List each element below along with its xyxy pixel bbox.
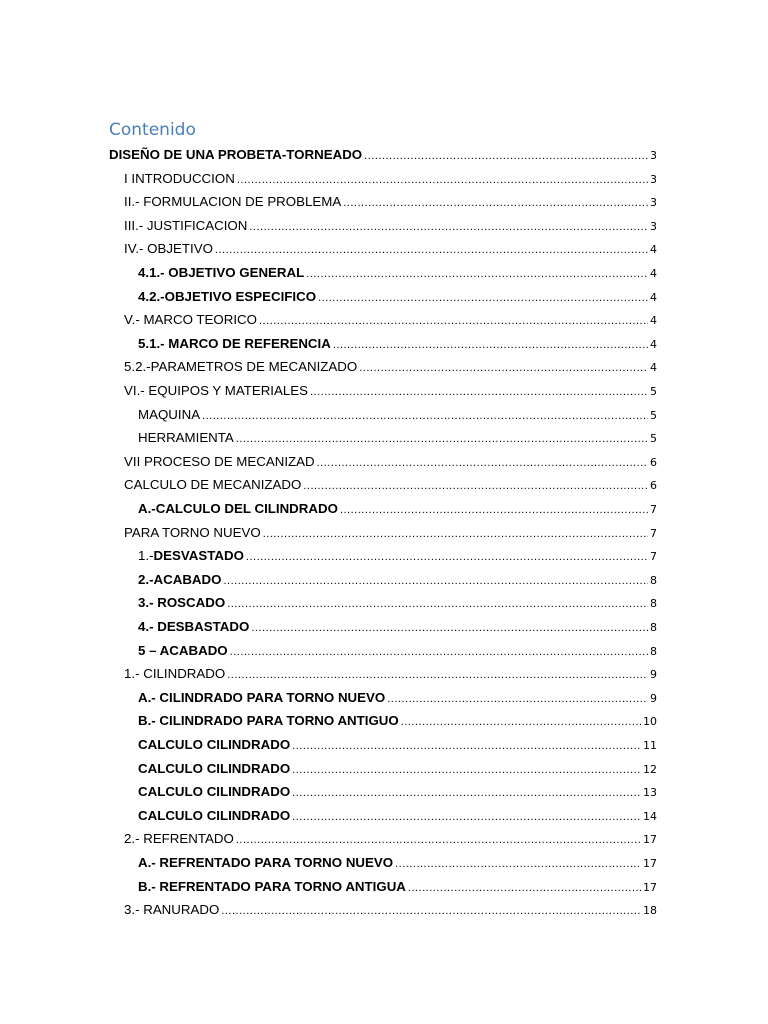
toc-dot-leader — [236, 432, 648, 446]
toc-entry-label-text: 5.2.-PARAMETROS DE MECANIZADO — [124, 359, 358, 375]
toc-entry-page-number: 4 — [650, 314, 657, 328]
toc-dot-leader — [317, 456, 648, 470]
toc-entry-label — [124, 525, 261, 541]
toc-entry[interactable] — [124, 827, 657, 847]
toc-entry-page-number: 4 — [650, 361, 657, 375]
toc-entry-page-number: 17 — [643, 880, 657, 894]
toc-entry[interactable] — [138, 261, 657, 281]
toc-entry-label — [138, 595, 225, 611]
toc-entry-label — [124, 383, 308, 399]
toc-dot-leader — [237, 173, 648, 187]
toc-entry-label — [124, 359, 357, 375]
toc-entry-page-number: 4 — [650, 337, 657, 351]
toc-dot-leader — [292, 763, 641, 777]
toc-entry[interactable] — [124, 450, 657, 470]
toc-entry-label-text: VI.- EQUIPOS Y MATERIALES — [124, 383, 308, 398]
toc-entry[interactable] — [124, 237, 657, 257]
toc-entry[interactable] — [124, 379, 657, 399]
toc-dot-leader — [221, 904, 641, 918]
toc-entry-page-number: 3 — [650, 219, 657, 233]
toc-entry-label — [138, 855, 393, 871]
toc-entry-label — [138, 407, 200, 423]
toc-dot-leader — [401, 715, 641, 729]
toc-entry-page-number: 5 — [650, 408, 657, 422]
toc-entry-label — [138, 643, 228, 659]
toc-dot-leader — [215, 243, 648, 257]
toc-entry-label — [138, 808, 290, 824]
toc-entry-page-number: 8 — [650, 644, 657, 658]
toc-entry-page-number: 4 — [650, 290, 657, 304]
toc-dot-leader — [318, 291, 648, 305]
toc-dot-leader — [340, 503, 648, 517]
toc-entry-label-text: PARA TORNO NUEVO — [124, 524, 261, 540]
toc-entry[interactable] — [138, 851, 657, 871]
toc-dot-leader — [364, 149, 648, 163]
toc-dot-leader — [292, 739, 641, 753]
toc-entry[interactable] — [124, 308, 657, 328]
toc-dot-leader — [202, 409, 648, 423]
toc-dot-leader — [343, 196, 648, 210]
toc-entry-page-number: 18 — [643, 904, 657, 918]
toc-entry[interactable] — [124, 662, 657, 682]
toc-dot-leader — [292, 786, 641, 800]
toc-entry[interactable] — [109, 143, 657, 163]
toc-entry-label-text: CALCULO CILINDRADO — [138, 760, 291, 776]
toc-entry[interactable] — [138, 497, 657, 517]
toc-dot-leader — [251, 621, 648, 635]
toc-entry-page-number: 3 — [650, 196, 657, 210]
toc-entry-page-number: 10 — [643, 715, 657, 729]
toc-entry[interactable] — [124, 473, 657, 493]
toc-entry-label — [124, 218, 247, 234]
toc-entry-label-text: 1.- CILINDRADO — [124, 666, 226, 682]
toc-entry-page-number: 3 — [650, 172, 657, 186]
toc-entry-label — [124, 454, 315, 470]
toc-entry-label-text: II.- FORMULACION DE PROBLEMA — [124, 194, 342, 210]
toc-entry-label-text: HERRAMIENTA — [138, 430, 234, 446]
toc-entry-label — [138, 289, 316, 305]
toc-entry-label-text: 2.- REFRENTADO — [124, 831, 234, 847]
toc-entry-label — [124, 241, 213, 257]
toc-entry-label-text: A.- REFRENTADO PARA TORNO NUEVO — [138, 855, 394, 870]
toc-entry-label — [138, 265, 304, 281]
toc-entry-label-text: 3.- RANURADO — [124, 902, 220, 918]
toc-entry[interactable] — [138, 426, 657, 446]
toc-entry[interactable] — [124, 521, 657, 541]
toc-entry-label-text: CALCULO DE MECANIZADO — [124, 477, 302, 493]
toc-entry[interactable] — [124, 355, 657, 375]
toc-dot-leader — [227, 597, 648, 611]
toc-entry-label-text: CALCULO CILINDRADO — [138, 737, 291, 752]
toc-entry-page-number: 9 — [650, 668, 657, 682]
toc-entry-page-number: 14 — [643, 809, 657, 823]
toc-entry-label — [138, 336, 331, 352]
toc-entry[interactable] — [138, 780, 657, 800]
toc-dot-leader — [246, 550, 648, 564]
toc-entry-label — [138, 713, 399, 729]
toc-entry-label — [138, 879, 406, 895]
toc-entry-label-text: B.- REFRENTADO PARA TORNO ANTIGUA — [138, 878, 406, 894]
toc-dot-leader — [303, 479, 648, 493]
toc-entry[interactable] — [138, 709, 657, 729]
toc-entry-label-text: MAQUINA — [138, 406, 201, 422]
toc-heading: Contenido — [109, 120, 196, 140]
toc-entry-label-text: CALCULO CILINDRADO — [138, 807, 291, 823]
toc-entry[interactable] — [138, 544, 657, 564]
toc-entry-label — [124, 171, 235, 187]
toc-entry-label — [138, 430, 234, 446]
toc-dot-leader — [259, 314, 648, 328]
toc-entry-label — [124, 194, 341, 210]
toc-entry[interactable] — [138, 568, 657, 588]
toc-entry-label-text: A.-CALCULO DEL CILINDRADO — [138, 501, 338, 516]
toc-entry-label — [109, 147, 362, 163]
toc-entry-page-number: 17 — [643, 857, 657, 870]
toc-dot-leader — [306, 267, 648, 281]
toc-entry-label-text: V.- MARCO TEORICO — [124, 312, 257, 328]
toc-entry-label-text: B.- CILINDRADO PARA TORNO ANTIGUO — [138, 713, 399, 729]
toc-dot-leader — [310, 385, 648, 399]
toc-entry-label-text: 3.- ROSCADO — [138, 595, 226, 611]
toc-dot-leader — [359, 361, 648, 375]
toc-entry[interactable] — [138, 733, 657, 753]
toc-dot-leader — [333, 338, 648, 352]
toc-entry[interactable] — [138, 615, 657, 635]
toc-dot-leader — [292, 810, 641, 824]
toc-dot-leader — [236, 833, 641, 847]
toc-dot-leader — [227, 668, 648, 682]
toc-entry-label — [124, 831, 234, 847]
toc-dot-leader — [230, 645, 648, 659]
toc-entry[interactable] — [138, 686, 657, 706]
toc-entry-page-number: 3 — [650, 149, 657, 162]
toc-entry[interactable] — [124, 167, 657, 187]
toc-entry-page-number: 4 — [650, 267, 657, 280]
toc-dot-leader — [249, 220, 648, 234]
toc-entry[interactable] — [124, 190, 657, 210]
toc-entry-label — [138, 737, 290, 753]
toc-entry[interactable] — [138, 804, 657, 824]
toc-entry[interactable] — [124, 898, 657, 918]
toc-entry-label-text: 5 – ACABADO — [138, 642, 228, 658]
toc-dot-leader — [223, 574, 648, 588]
toc-entry-label-text: CALCULO CILINDRADO — [138, 784, 291, 800]
toc-dot-leader — [408, 881, 641, 895]
toc-entry[interactable] — [138, 757, 657, 777]
toc-entry-label-text: VII PROCESO DE MECANIZAD — [124, 453, 315, 469]
toc-entry[interactable] — [124, 214, 657, 234]
toc-entry-label — [138, 572, 221, 588]
toc-entry-page-number: 5 — [650, 385, 657, 398]
toc-entry-label — [124, 666, 225, 682]
toc-dot-leader — [395, 857, 641, 871]
toc-entry-page-number: 8 — [650, 597, 657, 611]
toc-entry-label — [138, 690, 385, 706]
toc-entry-label-prefix: 1.- — [138, 548, 154, 564]
toc-entry-label-text: III.- JUSTIFICACION — [124, 217, 248, 233]
toc-entry-label-text: A.- CILINDRADO PARA TORNO NUEVO — [138, 689, 386, 705]
toc-entry-label — [124, 312, 257, 328]
toc-entry-label — [124, 902, 219, 918]
toc-dot-leader — [387, 692, 648, 706]
toc-entry-page-number: 11 — [643, 739, 657, 752]
toc-entry-label-text: I INTRODUCCION — [124, 170, 235, 186]
toc-entry-label — [138, 761, 290, 777]
toc-entry-label — [138, 501, 338, 517]
toc-entry-page-number: 5 — [650, 432, 657, 446]
toc-entry[interactable] — [138, 403, 657, 423]
toc-entry-label — [138, 548, 244, 564]
toc-entry-page-number: 6 — [650, 479, 657, 493]
toc-entry-page-number: 6 — [650, 455, 657, 469]
toc-entry-label-text: DISEÑO DE UNA PROBETA-TORNEADO — [109, 147, 363, 162]
toc-entry-page-number: 9 — [650, 691, 657, 705]
toc-entry-label-text: 5.1.- MARCO DE REFERENCIA — [138, 335, 331, 351]
toc-entry-page-number: 7 — [650, 526, 657, 540]
toc-entry-label — [138, 784, 290, 800]
toc-entry-page-number: 12 — [643, 762, 657, 776]
toc-entry[interactable] — [138, 332, 657, 352]
toc-entry-label — [124, 477, 301, 493]
toc-entry-page-number: 8 — [650, 573, 657, 587]
toc-entry-page-number: 7 — [650, 550, 657, 564]
toc-dot-leader — [263, 527, 648, 541]
toc-entry-label-text: 4.2.-OBJETIVO ESPECIFICO — [138, 288, 317, 304]
toc-entry[interactable] — [138, 285, 657, 305]
toc-entry-label-text: 4.1.- OBJETIVO GENERAL — [138, 265, 305, 280]
toc-entry-label-text: IV.- OBJETIVO — [124, 241, 213, 257]
toc-entry[interactable] — [138, 591, 657, 611]
toc-entry-page-number: 13 — [643, 786, 657, 800]
toc-entry-page-number: 8 — [650, 621, 657, 634]
toc-entry-page-number: 17 — [643, 833, 657, 847]
toc-entry[interactable] — [138, 639, 657, 659]
toc-entry[interactable] — [138, 875, 657, 895]
toc-entry-label-text: DESVASTADO — [153, 548, 244, 564]
toc-entry-label-text: 4.- DESBASTADO — [138, 619, 250, 634]
toc-entry-page-number: 7 — [650, 503, 657, 516]
toc-entry-label-text: 2.-ACABADO — [138, 571, 222, 587]
toc-entry-page-number: 4 — [650, 243, 657, 257]
toc-entry-label — [138, 619, 249, 635]
